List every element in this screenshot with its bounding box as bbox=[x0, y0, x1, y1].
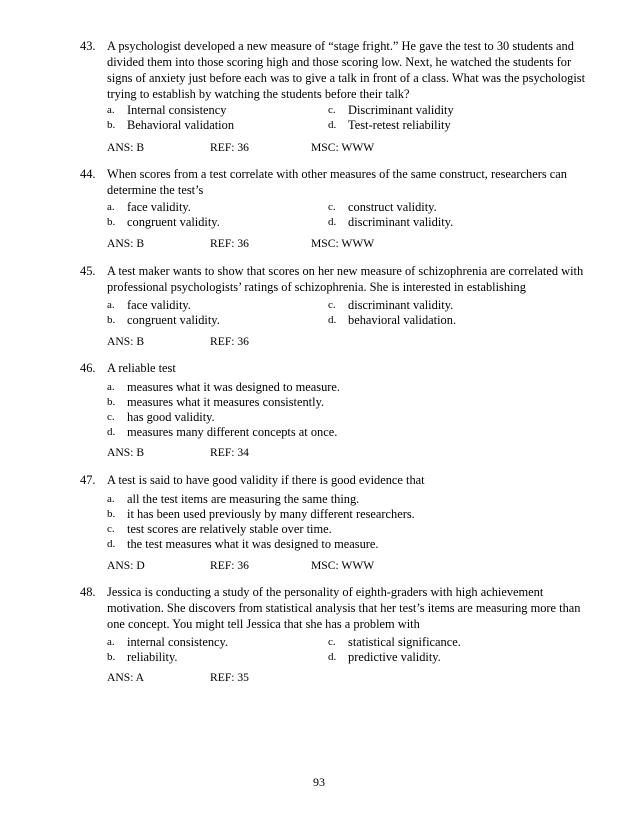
option-letter: b. bbox=[107, 216, 116, 228]
option-letter: b. bbox=[107, 396, 116, 408]
answer-key: ANS: B bbox=[107, 141, 145, 154]
option-letter: d. bbox=[107, 538, 116, 550]
option-letter: a. bbox=[107, 381, 115, 393]
option-text: behavioral validation. bbox=[348, 313, 457, 327]
option-text: test scores are relatively stable over time. bbox=[127, 522, 332, 536]
option-letter: d. bbox=[107, 426, 116, 438]
option-letter: b. bbox=[107, 651, 116, 663]
option-letter: c. bbox=[328, 104, 336, 116]
option-text: congruent validity. bbox=[127, 313, 220, 327]
question-number: 48. bbox=[80, 585, 96, 599]
option-text: internal consistency. bbox=[127, 635, 229, 649]
option-letter: a. bbox=[107, 636, 115, 648]
option-text: measures what it was designed to measure. bbox=[127, 380, 340, 394]
misc-tag: MSC: WWW bbox=[311, 237, 375, 250]
option-text: Internal consistency bbox=[127, 103, 227, 117]
question-stem: A test maker wants to show that scores on her new measure of schizophrenia are correlated with professional psychologists’ ratings of schizophrenia. She is interested in establishing bbox=[107, 264, 584, 294]
question-stem: When scores from a test correlate with other measures of the same construct, researchers can determine the test’s bbox=[107, 167, 567, 197]
question-stem: Jessica is conducting a study of the personality of eighth-graders with high achievement motivation. She discovers from statistical analysis that her test’s items are measuring more than one concept. You might tell Jessica that she has a problem with bbox=[107, 585, 581, 631]
option-text: Behavioral validation bbox=[127, 118, 235, 132]
option-text: construct validity. bbox=[348, 200, 437, 214]
option-letter: a. bbox=[107, 104, 115, 116]
option-text: predictive validity. bbox=[348, 650, 441, 664]
option-text: discriminant validity. bbox=[348, 215, 454, 229]
option-letter: c. bbox=[107, 523, 115, 535]
page-reference: REF: 35 bbox=[210, 671, 249, 684]
option-text: Test-retest reliability bbox=[348, 118, 451, 132]
page-reference: REF: 36 bbox=[210, 559, 249, 572]
option-text: measures what it measures consistently. bbox=[127, 395, 325, 409]
misc-tag: MSC: WWW bbox=[311, 141, 375, 154]
option-text: has good validity. bbox=[127, 410, 215, 424]
option-letter: b. bbox=[107, 314, 116, 326]
option-text: measures many different concepts at once. bbox=[127, 425, 338, 439]
option-letter: b. bbox=[107, 119, 116, 131]
question-number: 47. bbox=[80, 473, 96, 487]
option-letter: a. bbox=[107, 493, 115, 505]
page-reference: REF: 36 bbox=[210, 141, 249, 154]
answer-key: ANS: D bbox=[107, 559, 145, 572]
option-text: reliability. bbox=[127, 650, 178, 664]
option-letter: d. bbox=[328, 216, 337, 228]
option-text: discriminant validity. bbox=[348, 298, 454, 312]
page-reference: REF: 34 bbox=[210, 446, 249, 459]
option-letter: b. bbox=[107, 508, 116, 520]
option-letter: c. bbox=[328, 299, 336, 311]
question-number: 43. bbox=[80, 39, 96, 53]
option-text: congruent validity. bbox=[127, 215, 220, 229]
page-number: 93 bbox=[313, 775, 325, 789]
question-stem: A reliable test bbox=[107, 361, 176, 375]
option-letter: d. bbox=[328, 651, 337, 663]
page-reference: REF: 36 bbox=[210, 237, 249, 250]
option-text: face validity. bbox=[127, 200, 191, 214]
page-reference: REF: 36 bbox=[210, 335, 249, 348]
answer-key: ANS: B bbox=[107, 335, 145, 348]
option-letter: d. bbox=[328, 119, 337, 131]
answer-key: ANS: B bbox=[107, 446, 145, 459]
option-text: face validity. bbox=[127, 298, 191, 312]
answer-key: ANS: B bbox=[107, 237, 145, 250]
option-letter: a. bbox=[107, 201, 115, 213]
option-letter: c. bbox=[328, 636, 336, 648]
option-text: statistical significance. bbox=[348, 635, 461, 649]
question-stem: A psychologist developed a new measure of “stage fright.” He gave the test to 30 students and divided them into those scoring high and those scoring low. Next, he watched the students for signs of anxiety just before each was to give a talk in front of a class. What was the psychologist trying to establish by watching the students before their talk? bbox=[107, 39, 586, 101]
question-number: 46. bbox=[80, 361, 96, 375]
option-text: Discriminant validity bbox=[348, 103, 454, 117]
option-text: the test measures what it was designed to measure. bbox=[127, 537, 379, 551]
option-letter: d. bbox=[328, 314, 337, 326]
answer-key: ANS: A bbox=[107, 671, 145, 684]
option-text: it has been used previously by many different researchers. bbox=[127, 507, 415, 521]
question-stem: A test is said to have good validity if there is good evidence that bbox=[107, 473, 425, 487]
question-number: 45. bbox=[80, 264, 96, 278]
option-letter: c. bbox=[328, 201, 336, 213]
option-letter: a. bbox=[107, 299, 115, 311]
option-letter: c. bbox=[107, 411, 115, 423]
question-number: 44. bbox=[80, 167, 96, 181]
misc-tag: MSC: WWW bbox=[311, 559, 375, 572]
option-text: all the test items are measuring the same thing. bbox=[127, 492, 360, 506]
